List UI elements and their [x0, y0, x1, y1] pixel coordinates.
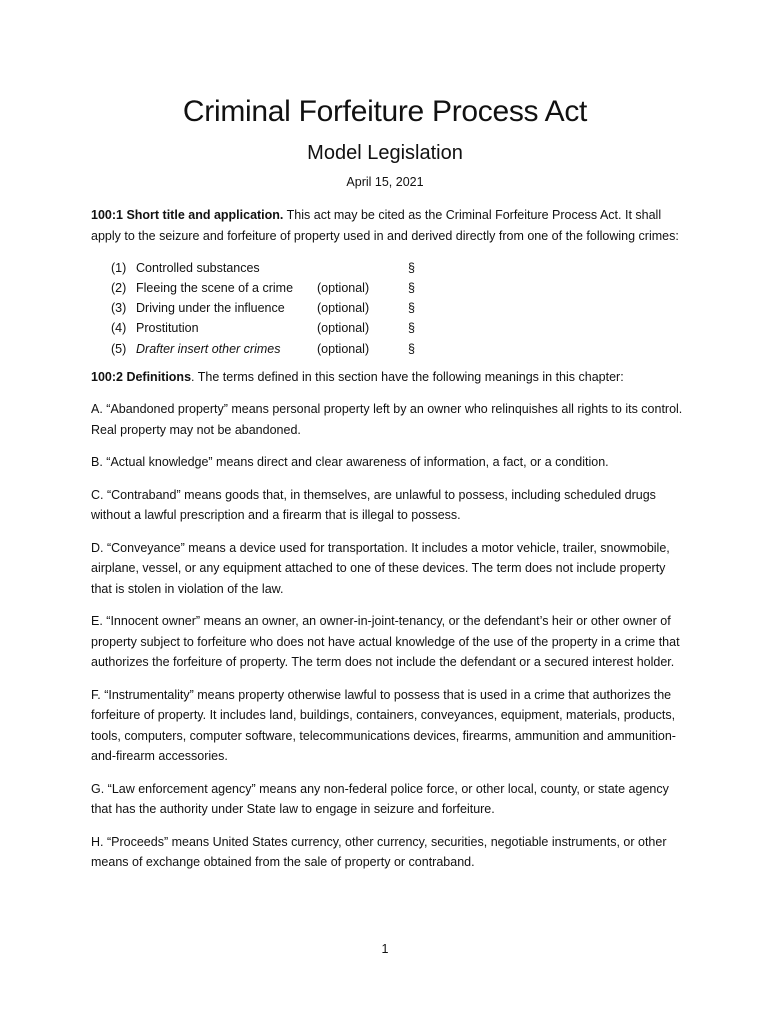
- crimes-list: [91, 258, 683, 359]
- crime-label: Prostitution: [136, 321, 199, 336]
- definition-paragraph: E. “Innocent owner” means an owner, an owner-in-joint-tenancy, or the defendant’s heir or other owner of property subject to forfeiture who does not have actual knowledge of the use of the property in a crime that authorizes the forfeiture of property. The term does not include the defendant or a secured interest holder.: [91, 614, 680, 670]
- crime-optional: (optional): [317, 341, 370, 356]
- section-symbol: §: [408, 281, 415, 296]
- section-100-2: [91, 367, 683, 388]
- section-symbol: §: [408, 341, 415, 356]
- crime-label: Controlled substances: [136, 260, 260, 275]
- crime-item: [91, 258, 683, 278]
- definition-paragraph: C. “Contraband” means goods that, in themselves, are unlawful to possess, including scheduled drugs without a lawful prescription and a firearm that is illegal to possess.: [91, 487, 656, 523]
- crime-item: [91, 278, 683, 298]
- section-100-1: [91, 205, 683, 246]
- definition-paragraph: F. “Instrumentality” means property otherwise lawful to possess that is used in a crime that authorizes the forfeiture of property. It includes land, buildings, containers, conveyances, equipment, materials, products, tools, computers, computer software, telecommunications devices, firearms, ammunition and ammunition-and-firearm accessories.: [91, 687, 676, 764]
- crime-number: (2): [111, 281, 127, 296]
- crime-item: [91, 319, 683, 339]
- definition-paragraph: H. “Proceeds” means United States currency, other currency, securities, negotiable instruments, or other means of exchange obtained from the sale of property or contraband.: [91, 834, 667, 870]
- crime-item: [91, 339, 683, 359]
- definition-paragraph: B. “Actual knowledge” means direct and clear awareness of information, a fact, or a condition.: [91, 455, 609, 470]
- crime-label: Fleeing the scene of a crime: [136, 281, 294, 296]
- crime-number: (5): [111, 341, 127, 356]
- definition-paragraph: A. “Abandoned property” means personal property left by an owner who relinquishes all rights to its control. Real property may not be abandoned.: [91, 402, 683, 437]
- crime-number: (3): [111, 301, 127, 316]
- section-100-2-text: . The terms defined in this section have the following meanings in this chapter:: [191, 369, 624, 384]
- section-symbol: §: [408, 321, 415, 336]
- definition-paragraph: G. “Law enforcement agency” means any non-federal police force, or other local, county, or state agency that has the authority under State law to engage in seizure and forfeiture.: [91, 781, 669, 817]
- crime-label: Drafter insert other crimes: [136, 341, 281, 356]
- crime-optional: (optional): [317, 321, 370, 336]
- crime-optional: (optional): [317, 301, 370, 316]
- document-date: April 15, 2021: [346, 175, 424, 189]
- document-body: [91, 205, 683, 885]
- section-symbol: §: [408, 301, 415, 316]
- crime-number: (1): [111, 260, 127, 275]
- document-subtitle: Model Legislation: [307, 142, 463, 164]
- section-100-1-text: This act may be cited as the Criminal Forfeiture Process Act. It shall apply to the seizure and forfeiture of property used in and derived directly from one of the following crimes:: [91, 208, 679, 243]
- section-100-1-heading: 100:1 Short title and application.: [91, 208, 284, 222]
- section-symbol: §: [408, 260, 415, 275]
- section-100-2-heading: 100:2 Definitions: [91, 369, 192, 384]
- crime-number: (4): [111, 321, 127, 336]
- crime-optional: (optional): [317, 281, 370, 296]
- document-title: Criminal Forfeiture Process Act: [182, 95, 588, 128]
- crime-item: [91, 298, 683, 318]
- definition-paragraph: D. “Conveyance” means a device used for transportation. It includes a motor vehicle, trailer, snowmobile, airplane, vessel, or any equipment attached to one of these devices. The term does not include property that is stolen in violation of the law.: [91, 540, 670, 596]
- crime-label: Driving under the influence: [136, 301, 285, 316]
- page-number: 1: [381, 942, 389, 956]
